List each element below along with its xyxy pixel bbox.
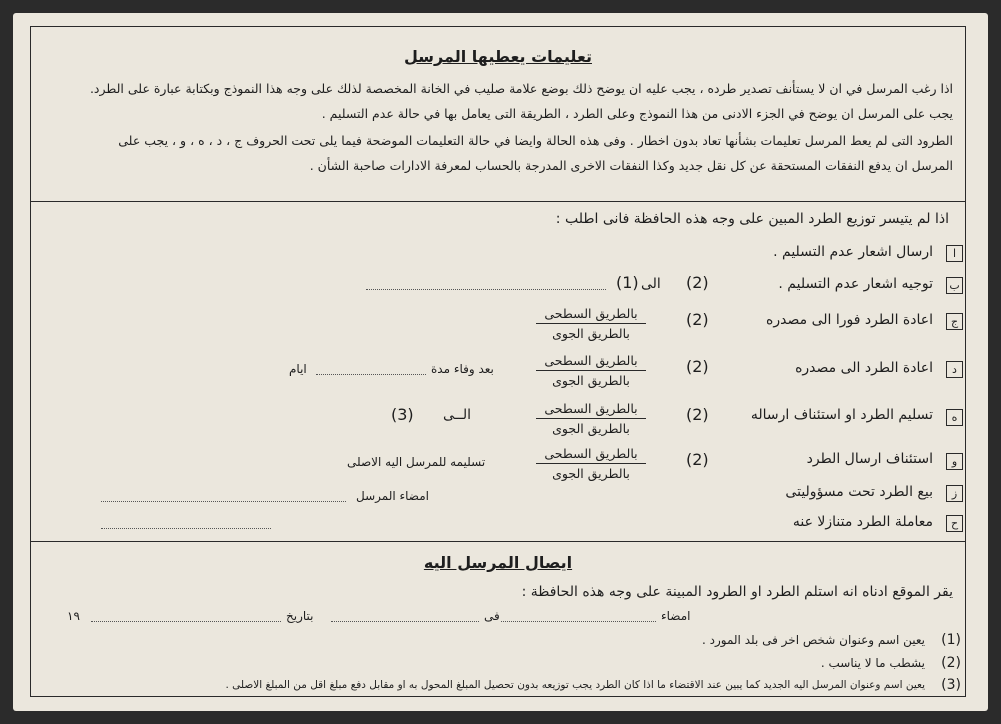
option-d-route[interactable] <box>536 353 646 388</box>
footnote-number: (2) <box>941 655 961 671</box>
instructions-line: الطرود التى لم يعط المرسل تعليمات بشأنها تعاد بدون اخطار . وفى هذه الحالة وايضا في حالة التعليمات الموضحة فيما يلى تحت الحروف ج ، د ، ه ، و ، يجب على <box>118 133 953 148</box>
checkbox-c[interactable]: ج <box>946 313 963 330</box>
route-surface: بالطريق السطحى <box>536 306 646 324</box>
option-f-route[interactable] <box>536 446 646 481</box>
receipt-year: ١٩ <box>67 609 80 623</box>
option-b-label: توجيه اشعار عدم التسليم . <box>778 276 933 292</box>
option-f-ref: (2) <box>686 450 709 469</box>
footnote-number: (1) <box>941 632 961 648</box>
option-d-days-field[interactable] <box>316 374 426 375</box>
option-e-label: تسليم الطرد او استئناف ارساله <box>750 407 933 423</box>
section-divider <box>31 201 965 202</box>
receipt-date-field[interactable] <box>91 621 281 622</box>
checkbox-d[interactable]: د <box>946 361 963 378</box>
receipt-place-field[interactable] <box>331 621 479 622</box>
footnote-text: يعين اسم وعنوان شخص اخر فى بلد المورد . <box>701 633 925 647</box>
option-a-label: ارسال اشعار عدم التسليم . <box>773 244 933 260</box>
option-f-label: استئناف ارسال الطرد <box>806 451 933 467</box>
option-h-label: معاملة الطرد متنازلا عنه <box>792 514 933 530</box>
route-air: بالطريق الجوى <box>552 326 630 341</box>
instructions-line: اذا رغب المرسل في ان لا يستأنف تصدير طرده ، يجب عليه ان يوضح ذلك بوضع علامة صليب في الخانة المخصصة لذلك على وجه هذا النموذج وبكتابة عبارة على الطرد. <box>89 81 953 96</box>
option-b-address-field[interactable] <box>366 289 606 290</box>
option-c-ref: (2) <box>686 310 709 329</box>
receipt-place-label: فى <box>484 609 500 623</box>
recipient-sign-label: امضاء <box>661 609 691 623</box>
footnote-text: يشطب ما لا يناسب . <box>820 656 925 670</box>
footnote-text: يعين اسم وعنوان المرسل اليه الجديد كما يبين عند الاقتضاء ما اذا كان الطرد يجب توزيعه بدون تحصيل المبلغ المحول به او مقابل دفع مبلغ اقل من المبلغ الاصلى . <box>225 679 925 691</box>
route-surface: بالطريق السطحى <box>536 401 646 419</box>
section-divider <box>31 541 965 542</box>
checkbox-h[interactable]: ح <box>946 515 963 532</box>
recipient-signature-field[interactable] <box>501 621 656 622</box>
receipt-intro: يقر الموقع ادناه انه استلم الطرد او الطرود المبينة على وجه هذه الحافظة : <box>521 584 953 600</box>
options-intro: اذا لم يتيسر توزيع الطرد المبين على وجه هذه الحافظة فانى اطلب : <box>555 211 949 227</box>
option-b-ila: الى <box>641 276 661 292</box>
option-d-days: ايام <box>289 362 307 376</box>
option-d-after: بعد وفاء مدة <box>431 362 494 376</box>
checkbox-g[interactable]: ز <box>946 485 963 502</box>
form-frame <box>30 26 966 697</box>
option-e-ref: (2) <box>686 405 709 424</box>
route-surface: بالطريق السطحى <box>536 446 646 464</box>
option-e-route[interactable] <box>536 401 646 436</box>
instructions-line: يجب على المرسل ان يوضح في الجزء الادنى من هذا النموذج وعلى الطرد ، الطريقة التى يعامل بها في حالة عدم التسليم . <box>321 106 953 121</box>
option-e-ila: الــى <box>443 407 472 423</box>
option-c-label: اعادة الطرد فورا الى مصدره <box>766 312 933 328</box>
route-surface: بالطريق السطحى <box>536 353 646 371</box>
checkbox-f[interactable]: و <box>946 453 963 470</box>
option-h-field[interactable] <box>101 528 271 529</box>
checkbox-e[interactable]: ه <box>946 409 963 426</box>
option-b-ref2: (1) <box>616 273 639 292</box>
option-c-route[interactable] <box>536 306 646 341</box>
sender-signature-field[interactable] <box>101 501 346 502</box>
instructions-title: تعليمات يعطيها المرسل <box>404 47 592 66</box>
option-d-ref: (2) <box>686 357 709 376</box>
sender-signature-label: امضاء المرسل <box>356 489 429 503</box>
receipt-date-label: بتاريخ <box>286 609 314 623</box>
option-d-label: اعادة الطرد الى مصدره <box>795 360 933 376</box>
option-e-ref3: (3) <box>391 405 414 424</box>
footnote-number: (3) <box>941 677 961 693</box>
route-air: بالطريق الجوى <box>552 466 630 481</box>
route-air: بالطريق الجوى <box>552 373 630 388</box>
parcel-dispatch-card <box>13 13 988 711</box>
route-air: بالطريق الجوى <box>552 421 630 436</box>
receipt-title: ايصال المرسل اليه <box>423 553 573 572</box>
option-b-ref: (2) <box>686 273 709 292</box>
option-f-deliver: تسليمه للمرسل اليه الاصلى <box>347 455 486 469</box>
checkbox-a[interactable]: ا <box>946 245 963 262</box>
option-g-label: بيع الطرد تحت مسؤوليتى <box>785 484 933 500</box>
instructions-line: المرسل ان يدفع النفقات المستحقة عن كل نقل جديد وكذا النفقات الاخرى المدرجة بالحساب لمعرفة الادارات صاحبة الشأن . <box>309 158 953 173</box>
checkbox-b[interactable]: ب <box>946 277 963 294</box>
